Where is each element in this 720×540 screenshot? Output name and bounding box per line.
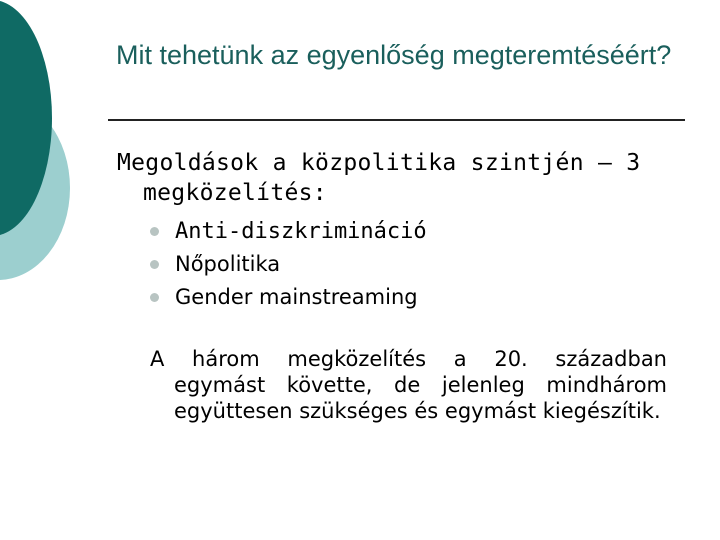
summary-paragraph-line1: A három megközelítés a 20. században — [150, 347, 667, 371]
bullet-text: Nőpolitika — [175, 252, 281, 276]
main-heading — [117, 148, 687, 208]
bullet-list — [150, 215, 427, 314]
main-heading-line2: megközelítés: — [143, 180, 327, 206]
bullet-dot-icon — [150, 293, 159, 302]
main-heading-line1: Megoldások a közpolitika szintjén – 3 — [117, 150, 641, 176]
summary-paragraph — [150, 346, 667, 424]
summary-paragraph-rest: egymást követte, de jelenleg mindhárom együttesen szükséges és egymást kiegészítik. — [174, 373, 667, 423]
bullet-text: Gender mainstreaming — [175, 285, 418, 309]
decorative-teal-shapes — [0, 0, 120, 300]
bullet-item — [150, 215, 427, 248]
title-divider — [108, 119, 685, 121]
slide-title: Mit tehetünk az egyenlőség megteremtéséért? — [116, 40, 672, 70]
bullet-dot-icon — [150, 227, 159, 236]
bullet-item — [150, 248, 427, 281]
bullet-item — [150, 281, 427, 314]
bullet-dot-icon — [150, 260, 159, 269]
bullet-text: Anti-diszkrimináció — [175, 219, 427, 244]
